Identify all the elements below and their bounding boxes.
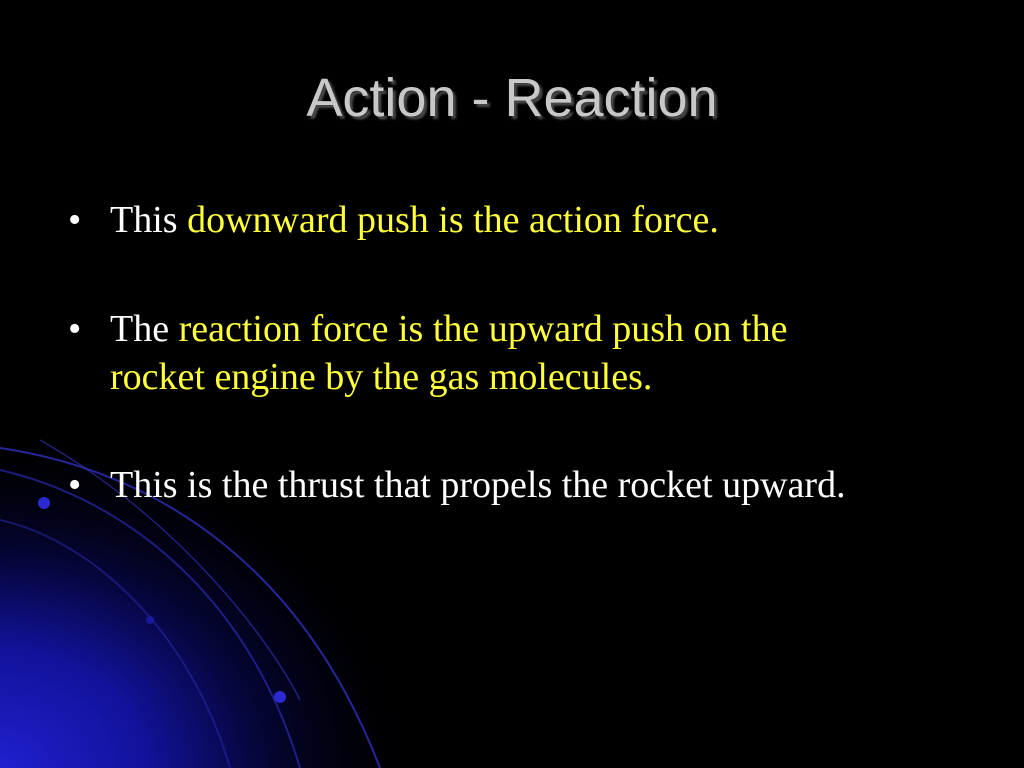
bullet-plain-text: The [110, 308, 170, 350]
bullet-item [68, 196, 868, 244]
bullet-plain-text: This [110, 199, 178, 241]
bullet-list [68, 196, 868, 570]
bullet-item [68, 461, 868, 509]
bullet-plain-text: This is the thrust that propels the rocket upward. [110, 464, 846, 506]
bullet-dot: • [68, 199, 82, 241]
bullet-dot: • [68, 308, 82, 350]
bullet-highlight-text: reaction force is the upward push on the rocket engine by the gas molecules. [110, 308, 788, 398]
bullet-dot: • [68, 464, 82, 506]
bullet-item [68, 305, 868, 401]
slide-title: Action - Reaction [306, 68, 718, 128]
bullet-highlight-text: downward push is the action force. [187, 199, 719, 241]
